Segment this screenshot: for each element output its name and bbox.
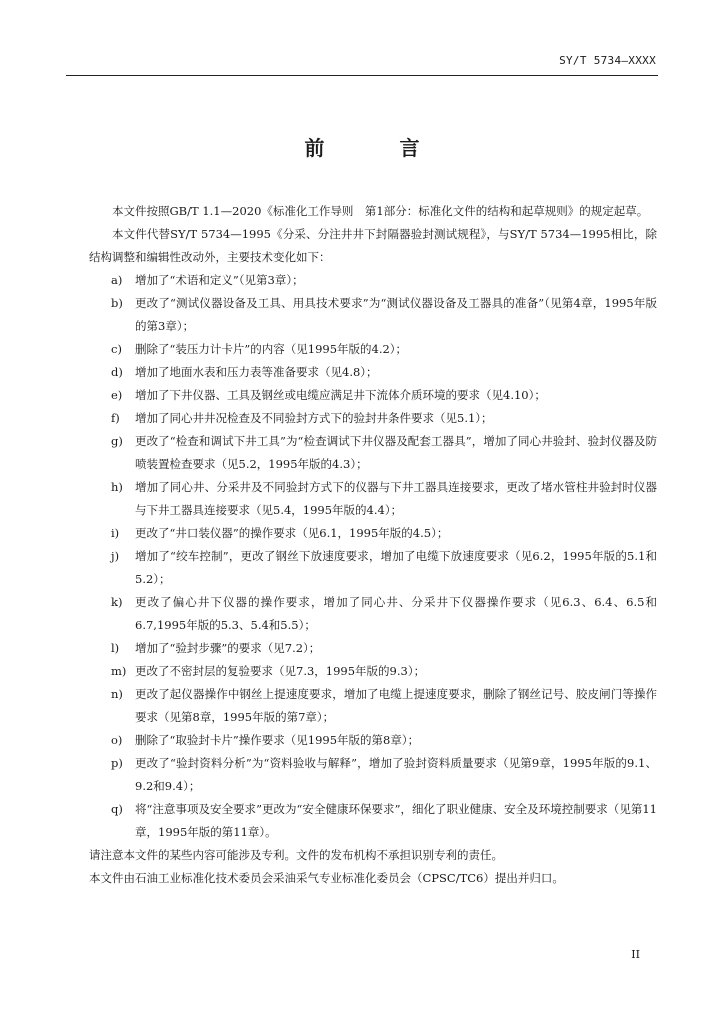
- list-marker: m): [111, 664, 127, 678]
- list-marker: j): [111, 549, 120, 563]
- list-marker: b): [111, 296, 123, 310]
- list-marker: e): [111, 388, 123, 402]
- list-text: 增加了地面水表和压力表等准备要求（见4.8）；: [135, 365, 378, 379]
- list-text: 增加了“术语和定义”（见第3章）；: [135, 273, 304, 287]
- list-item: [111, 430, 657, 476]
- list-item: [111, 292, 657, 338]
- list-item: [111, 798, 657, 844]
- list-item: [111, 407, 657, 430]
- list-marker: a): [111, 273, 123, 287]
- list-item: [111, 660, 657, 683]
- document-body: [89, 200, 657, 890]
- list-text: 更改了“测试仪器设备及工具、用具技术要求”为“测试仪器设备及工器具的准备”（见第4章，1995年版的第3章）；: [135, 296, 657, 333]
- changes-list: [89, 269, 657, 844]
- list-text: 更改了起仪器操作中钢丝上提速度要求，增加了电缆上提速度要求，删除了钢丝记号、胶皮闸门等操作要求（见第8章，1995年版的第7章）；: [135, 687, 657, 724]
- list-item: [111, 338, 657, 361]
- list-item: [111, 752, 657, 798]
- list-item: [111, 637, 657, 660]
- page-number: II: [631, 948, 640, 961]
- list-marker: i): [111, 526, 120, 540]
- page-title: 前 言: [304, 136, 454, 160]
- list-text: 更改了“验封资料分析”为“资料验收与解释”，增加了验封资料质量要求（见第9章，1995年版的9.1、9.2和9.4）；: [135, 756, 657, 793]
- list-marker: l): [111, 641, 120, 655]
- list-item: [111, 269, 657, 292]
- list-marker: h): [111, 480, 123, 494]
- list-marker: p): [111, 756, 123, 770]
- list-item: [111, 384, 657, 407]
- committee-note: 本文件由石油工业标准化技术委员会采油采气专业标准化委员会（CPSC/TC6）提出并归口。: [89, 871, 564, 885]
- list-marker: o): [111, 733, 123, 747]
- patent-note: 请注意本文件的某些内容可能涉及专利。文件的发布机构不承担识别专利的责任。: [89, 848, 503, 862]
- replacement-paragraph: 本文件代替SY/T 5734—1995《分采、分注井井下封隔器验封测试规程》，与SY/T 5734—1995相比，除结构调整和编辑性改动外，主要技术变化如下：: [89, 227, 657, 264]
- list-text: 更改了“检查和调试下井工具”为“检查调试下井仪器及配套工器具”，增加了同心井验封、验封仪器及防喷装置检查要求（见5.2，1995年版的4.3）；: [135, 434, 657, 471]
- document-code: SY/T 5734—XXXX: [559, 54, 656, 67]
- header-rule: [66, 75, 658, 76]
- list-item: [111, 591, 657, 637]
- list-text: 删除了“取验封卡片”操作要求（见1995年版的第8章）；: [135, 733, 420, 747]
- list-item: [111, 361, 657, 384]
- list-item: [111, 476, 657, 522]
- list-marker: n): [111, 687, 123, 701]
- list-item: [111, 545, 657, 591]
- list-marker: d): [111, 365, 123, 379]
- intro-paragraph: 本文件按照GB/T 1.1—2020《标准化工作导则 第1部分：标准化文件的结构和起草规则》的规定起草。: [112, 204, 649, 218]
- list-text: 删除了“装压力计卡片”的内容（见1995年版的4.2）；: [135, 342, 408, 356]
- list-text: 更改了偏心井下仪器的操作要求，增加了同心井、分采井下仪器操作要求（见6.3、6.4、6.5和6.7,1995年版的5.3、5.4和5.5）；: [135, 595, 657, 632]
- list-marker: k): [111, 595, 123, 609]
- list-marker: c): [111, 342, 122, 356]
- list-text: 增加了“验封步骤”的要求（见7.2）；: [135, 641, 321, 655]
- list-text: 将“注意事项及安全要求”更改为“安全健康环保要求”，细化了职业健康、安全及环境控制要求（见第11章，1995年版的第11章）。: [135, 802, 657, 839]
- list-text: 更改了不密封层的复验要求（见7.3，1995年版的9.3）；: [135, 664, 426, 678]
- list-item: [111, 729, 657, 752]
- list-item: [111, 683, 657, 729]
- list-marker: g): [111, 434, 123, 448]
- list-text: 增加了“绞车控制”，更改了钢丝下放速度要求，增加了电缆下放速度要求（见6.2，1995年版的5.1和5.2）；: [135, 549, 657, 586]
- list-marker: q): [111, 802, 123, 816]
- list-text: 更改了“井口装仪器”的操作要求（见6.1，1995年版的4.5）；: [135, 526, 449, 540]
- list-text: 增加了下井仪器、工具及钢丝或电缆应满足井下流体介质环境的要求（见4.10）；: [135, 388, 546, 402]
- list-text: 增加了同心井、分采井及不同验封方式下的仪器与下井工器具连接要求，更改了堵水管柱井验封时仪器与下井工器具连接要求（见5.4，1995年版的4.4）；: [135, 480, 657, 517]
- list-item: [111, 522, 657, 545]
- list-marker: f): [111, 411, 120, 425]
- list-text: 增加了同心井井况检查及不同验封方式下的验封井条件要求（见5.1）；: [135, 411, 493, 425]
